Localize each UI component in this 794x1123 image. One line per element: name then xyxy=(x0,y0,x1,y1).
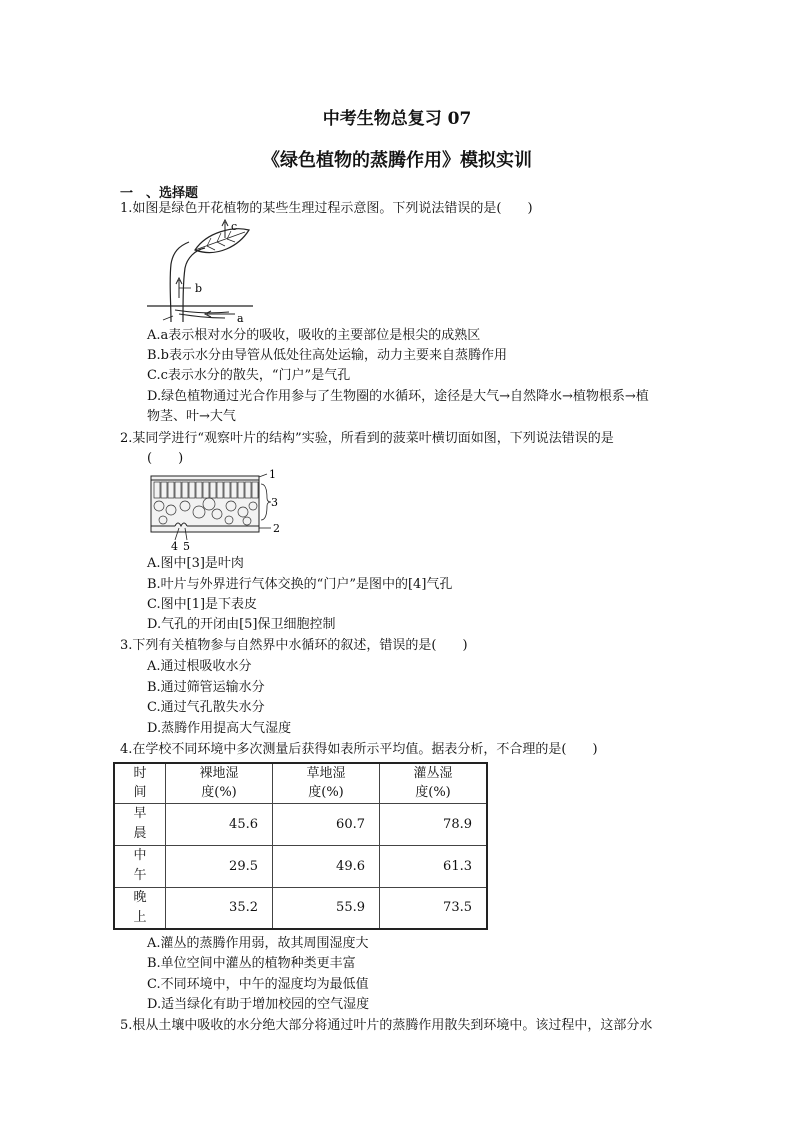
question-4-stem: 4.在学校不同环境中多次测量后获得如表所示平均值。据表分析，不合理的是( ) xyxy=(120,742,598,757)
header-time: 时 间 xyxy=(114,763,166,803)
cell-value: 73.5 xyxy=(380,887,488,929)
header-bare-ground: 裸地湿 度(%) xyxy=(166,763,273,803)
cell-value: 55.9 xyxy=(273,887,380,929)
cell-value: 61.3 xyxy=(380,845,488,887)
label-3: 3 xyxy=(271,496,278,509)
row-time-evening: 晚 上 xyxy=(114,887,166,929)
cell-value: 49.6 xyxy=(273,845,380,887)
question-2-option-c: C.图中[1]是下表皮 xyxy=(147,597,258,612)
question-1-option-c: C.c表示水分的散失，“门户”是气孔 xyxy=(147,368,351,383)
question-2-stem: 2.某同学进行“观察叶片的结构”实验，所看到的菠菜叶横切面如图，下列说法错误的是 xyxy=(120,431,614,446)
question-3-option-b: B.通过筛管运输水分 xyxy=(147,680,265,695)
plant-roots xyxy=(163,310,229,320)
table-row xyxy=(114,803,487,845)
label-5: 5 xyxy=(183,540,190,552)
question-2-option-d: D.气孔的开闭由[5]保卫细胞控制 xyxy=(147,617,336,632)
question-3-option-a: A.通过根吸收水分 xyxy=(147,659,252,674)
document-subtitle: 《绿色植物的蒸腾作用》模拟实训 xyxy=(262,150,532,171)
question-4-option-b: B.单位空间中灌丛的植物种类更丰富 xyxy=(147,956,356,971)
row-time-morning: 早 晨 xyxy=(114,803,166,845)
question-4-option-d: D.适当绿化有助于增加校园的空气湿度 xyxy=(147,997,370,1012)
question-1-option-d-continued: 物茎、叶→大气 xyxy=(147,409,236,424)
question-2-stem-continued: ( ) xyxy=(147,451,184,466)
header-grassland: 草地湿 度(%) xyxy=(273,763,380,803)
question-2-option-a: A.图中[3]是叶肉 xyxy=(147,556,244,571)
question-4-option-c: C.不同环境中，中午的湿度均为最低值 xyxy=(147,977,369,992)
question-3-option-d: D.蒸腾作用提高大气湿度 xyxy=(147,721,292,736)
label-c: c xyxy=(231,220,238,233)
plant-diagram-figure xyxy=(145,218,255,324)
question-1-option-b: B.b表示水分由导管从低处往高处运输，动力主要来自蒸腾作用 xyxy=(147,348,508,363)
table-row xyxy=(114,887,487,929)
question-1-option-a: A.a表示根对水分的吸收，吸收的主要部位是根尖的成熟区 xyxy=(147,328,481,343)
cell-value: 60.7 xyxy=(273,803,380,845)
label-2: 2 xyxy=(273,522,280,535)
cell-value: 29.5 xyxy=(166,845,273,887)
header-shrubland: 灌丛湿 度(%) xyxy=(380,763,488,803)
cell-value: 78.9 xyxy=(380,803,488,845)
plant-stem xyxy=(170,242,189,322)
question-5-stem: 5.根从土壤中吸收的水分绝大部分将通过叶片的蒸腾作用散失到环境中。该过程中，这部分水 xyxy=(120,1018,653,1033)
question-4-option-a: A.灌丛的蒸腾作用弱，故其周围湿度大 xyxy=(147,936,369,951)
question-2-option-b: B.叶片与外界进行气体交换的“门户”是图中的[4]气孔 xyxy=(147,577,453,592)
label-a: a xyxy=(237,312,244,324)
question-3-stem: 3.下列有关植物参与自然界中水循环的叙述，错误的是( ) xyxy=(120,638,468,653)
question-3-option-c: C.通过气孔散失水分 xyxy=(147,700,265,715)
label-4: 4 xyxy=(171,540,178,552)
table-header-row xyxy=(114,763,487,803)
row-time-noon: 中 午 xyxy=(114,845,166,887)
label-1: 1 xyxy=(269,468,276,481)
document-title: 中考生物总复习 07 xyxy=(322,109,472,129)
question-1-stem: 1.如图是绿色开花植物的某些生理过程示意图。下列说法错误的是( ) xyxy=(120,201,533,216)
section-heading: 一 、选择题 xyxy=(120,186,199,201)
table-row xyxy=(114,845,487,887)
cell-value: 35.2 xyxy=(166,887,273,929)
label-b: b xyxy=(195,282,203,295)
leaf-cross-section-figure xyxy=(145,468,285,552)
humidity-table xyxy=(113,762,488,930)
cell-value: 45.6 xyxy=(166,803,273,845)
question-1-option-d: D.绿色植物通过光合作用参与了生物圈的水循环，途径是大气→自然降水→植物根系→植 xyxy=(147,389,649,404)
